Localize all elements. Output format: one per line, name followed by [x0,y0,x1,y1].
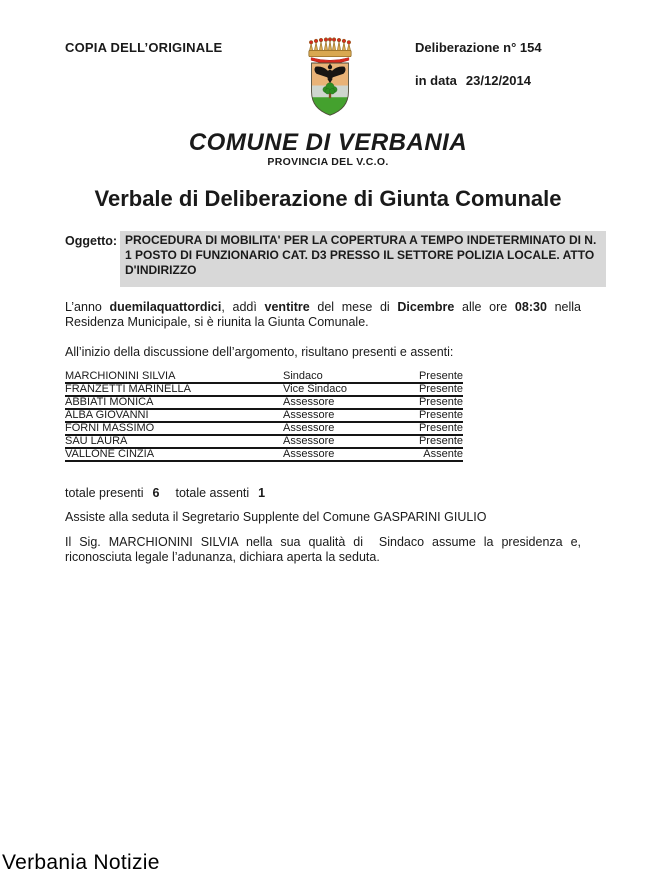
total-present-label: totale presenti [65,486,144,500]
attendee-name: SAU LAURA [65,435,283,448]
intro-text: alle ore [454,300,515,314]
total-present-value: 6 [152,486,160,500]
intro-text: del mese di [309,300,398,314]
deliberation-number: Deliberazione n° 154 [415,40,542,55]
attendee-name: ABBIATI MONICA [65,396,283,409]
attendee-role: Assessore [283,422,401,435]
intro-text: L’anno [65,300,110,314]
copy-of-original-label: COPIA DELL’ORIGINALE [65,40,223,55]
attendee-name: FRANZETTI MARINELLA [65,383,283,396]
date-value: 23/12/2014 [465,73,531,88]
attendee-name: MARCHIONINI SILVIA [65,371,283,383]
verbania-coat-of-arms-icon [303,36,357,117]
total-absent-label: totale assenti [175,486,250,500]
secretary-line: Assiste alla seduta il Segretario Supplente del Comune GASPARINI GIULIO [65,510,487,524]
total-absent-value: 1 [258,486,266,500]
attendee-status: Presente [401,422,463,435]
roll-call-intro: All’inizio della discussione dell’argomento, risultano presenti e assenti: [65,345,454,359]
table-row [65,371,463,383]
chair-paragraph: Il Sig. MARCHIONINI SILVIA nella sua qualità di Sindaco assume la presidenza e, riconosciuta legale l’adunanza, dichiara aperta la seduta. [65,535,581,564]
table-row [65,396,463,409]
intro-month: Dicembre [397,300,455,314]
attendee-status: Presente [401,383,463,396]
document-title: Verbale di Deliberazione di Giunta Comunale [94,186,562,211]
attendee-role: Assessore [283,396,401,409]
subject-box [120,231,606,287]
intro-year: duemilaquattordici [109,300,222,314]
province-subtitle: PROVINCIA DEL V.C.O. [267,156,389,168]
table-row [65,422,463,435]
attendee-status: Presente [401,435,463,448]
intro-text: , addì [221,300,265,314]
table-row [65,409,463,422]
subject-label: Oggetto: [65,234,118,248]
attendee-name: ALBA GIOVANNI [65,409,283,422]
table-row [65,435,463,448]
totals-line [65,486,265,500]
attendee-status: Presente [401,396,463,409]
attendee-role: Assessore [283,448,401,461]
site-caption: Verbania Notizie [2,851,160,874]
attendance-table [65,371,463,462]
municipality-title: COMUNE DI VERBANIA [188,129,468,156]
table-row [65,448,463,461]
attendee-role: Assessore [283,409,401,422]
intro-day: ventitre [264,300,310,314]
intro-text: nella Residenza Municipale, si è riunita la Giunta Comunale. [65,300,581,329]
attendee-status: Presente [401,371,463,383]
date-prefix-label: in data [415,73,457,88]
attendee-role: Sindaco [283,371,401,383]
session-intro-paragraph [65,300,581,330]
attendee-role: Assessore [283,435,401,448]
deliberation-date-line [415,73,531,88]
attendee-role: Vice Sindaco [283,383,401,396]
attendee-name: FORNI MASSIMO [65,422,283,435]
intro-time: 08:30 [514,300,547,314]
subject-text: PROCEDURA DI MOBILITA' PER LA COPERTURA A TEMPO INDETERMINATO DI N. 1 POSTO DI FUNZIONARIO CAT. D3 PRESSO IL SETTORE POLIZIA LOCALE. ATTO D'INDIRIZZO [125,233,597,277]
attendee-name: VALLONE CINZIA [65,448,283,461]
table-row [65,383,463,396]
attendee-status: Presente [401,409,463,422]
attendee-status: Assente [401,448,463,461]
